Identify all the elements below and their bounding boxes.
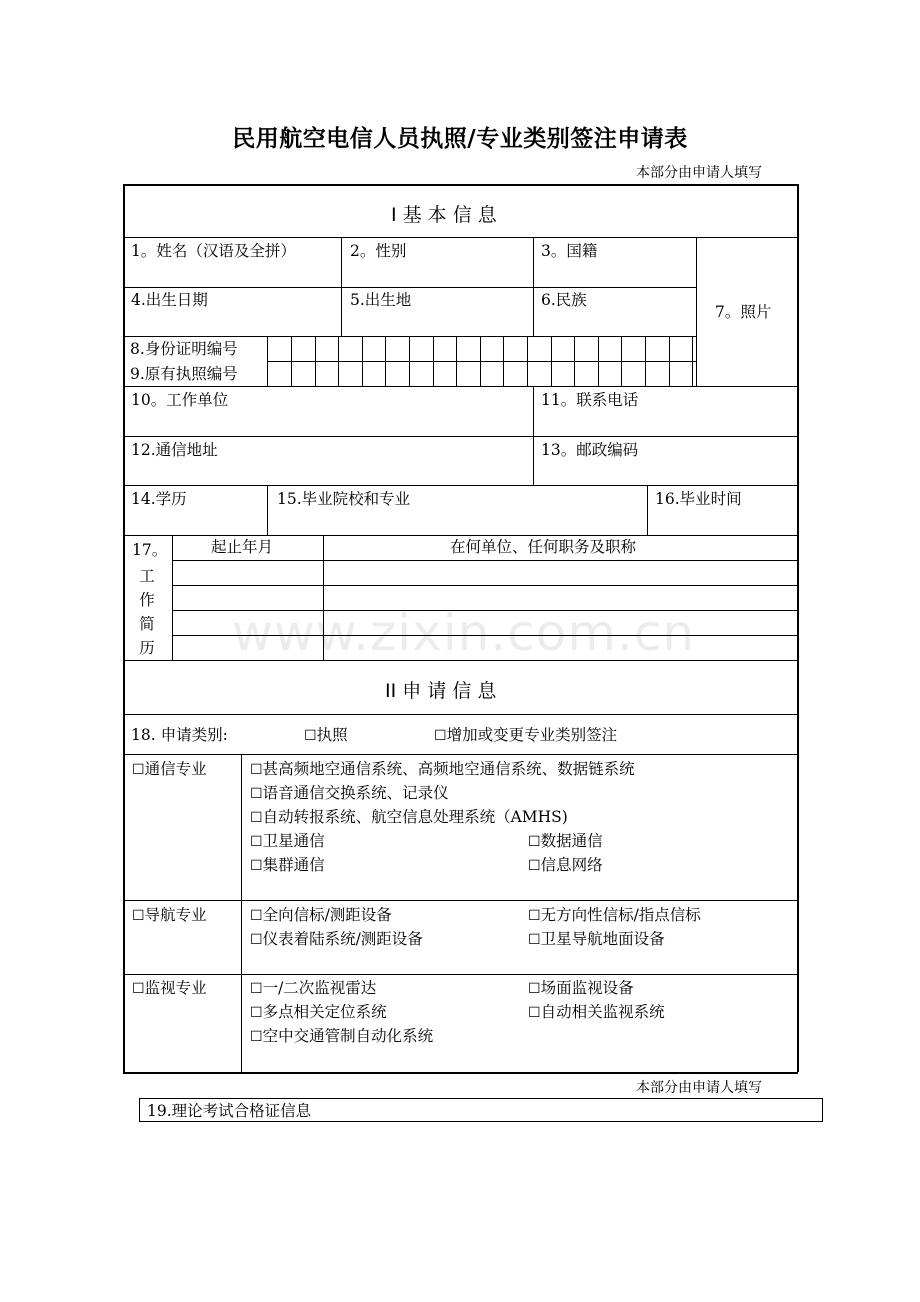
option-comm-item[interactable]: ☐自动转报系统、航空信息处理系统（AMHS) <box>250 808 568 826</box>
option-surv-item[interactable]: ☐场面监视设备 <box>528 979 634 997</box>
grid-line <box>123 714 797 715</box>
field-employer-label: 10。工作单位 <box>131 391 229 409</box>
grid-line <box>669 336 670 386</box>
grid-line <box>172 535 173 660</box>
grid-line <box>647 485 648 535</box>
checkbox-icon[interactable]: ☐ <box>250 858 263 874</box>
checkbox-icon[interactable]: ☐ <box>132 908 145 924</box>
checkbox-icon[interactable]: ☐ <box>250 834 263 850</box>
resume-char: 作 <box>139 591 155 609</box>
grid-line <box>123 900 797 901</box>
grid-line <box>533 237 534 336</box>
option-surv-item[interactable]: ☐多点相关定位系统 <box>250 1003 387 1021</box>
option-surv-item[interactable]: ☐空中交通管制自动化系统 <box>250 1027 434 1045</box>
checkbox-icon[interactable]: ☐ <box>528 858 541 874</box>
option-comm-item[interactable]: ☐集群通信 <box>250 856 325 874</box>
checkbox-icon[interactable]: ☐ <box>250 981 263 997</box>
field-phone-label: 11。联系电话 <box>541 391 639 409</box>
resume-char: 简 <box>139 615 155 633</box>
grid-line <box>503 336 504 386</box>
checkbox-icon[interactable]: ☐ <box>434 728 447 744</box>
field-category-label: 18. 申请类别: <box>131 726 228 744</box>
option-nav-specialty[interactable]: ☐导航专业 <box>132 906 207 924</box>
form-title: 民用航空电信人员执照/专业类别签注申请表 <box>232 126 688 152</box>
field-id-number-label: 8.身份证明编号 <box>130 340 238 358</box>
option-surv-item[interactable]: ☐自动相关监视系统 <box>528 1003 665 1021</box>
grid-line <box>123 436 797 437</box>
section-basic-info-header: I 基 本 信 息 <box>391 204 497 226</box>
grid-line <box>797 184 799 1072</box>
field-photo-label: 7。照片 <box>715 303 772 321</box>
checkbox-icon[interactable]: ☐ <box>250 1005 263 1021</box>
option-comm-item[interactable]: ☐信息网络 <box>528 856 603 874</box>
grid-line <box>123 485 797 486</box>
grid-line <box>696 237 697 386</box>
field-gender-label: 2。性别 <box>350 242 407 260</box>
resume-col-position: 在何单位、任何职务及职称 <box>450 538 637 556</box>
grid-line <box>456 336 457 386</box>
option-license[interactable]: ☐执照 <box>304 726 348 744</box>
field-birth-date-label: 4.出生日期 <box>131 291 208 309</box>
field-original-license-label: 9.原有执照编号 <box>130 365 238 383</box>
option-nav-item[interactable]: ☐无方向性信标/指点信标 <box>528 906 701 924</box>
grid-line <box>551 336 552 386</box>
option-surv-specialty[interactable]: ☐监视专业 <box>132 979 207 997</box>
grid-line <box>480 336 481 386</box>
grid-line <box>362 336 363 386</box>
grid-line <box>123 184 125 1072</box>
field-birth-place-label: 5.出生地 <box>350 291 412 309</box>
checkbox-icon[interactable]: ☐ <box>304 728 317 744</box>
note-applicant-bottom: 本部分由申请人填写 <box>636 1080 762 1096</box>
option-comm-item[interactable]: ☐卫星通信 <box>250 832 325 850</box>
grid-line <box>291 336 292 386</box>
field-school-label: 15.毕业院校和专业 <box>277 490 411 508</box>
field-address-label: 12.通信地址 <box>131 441 218 459</box>
grid-line <box>433 336 434 386</box>
option-comm-item[interactable]: ☐数据通信 <box>528 832 603 850</box>
checkbox-icon[interactable]: ☐ <box>250 932 263 948</box>
option-nav-item[interactable]: ☐卫星导航地面设备 <box>528 930 665 948</box>
checkbox-icon[interactable]: ☐ <box>250 908 263 924</box>
option-nav-item[interactable]: ☐仪表着陆系统/测距设备 <box>250 930 423 948</box>
checkbox-icon[interactable]: ☐ <box>132 981 145 997</box>
field-resume-label: 17。 <box>132 541 168 559</box>
grid-line <box>338 336 339 386</box>
grid-line <box>123 535 797 536</box>
grid-line <box>533 386 534 485</box>
checkbox-icon[interactable]: ☐ <box>250 1029 263 1045</box>
grid-line <box>172 560 797 561</box>
grid-line <box>267 336 268 386</box>
resume-col-period: 起止年月 <box>211 538 274 556</box>
field-ethnicity-label: 6.民族 <box>541 291 587 309</box>
checkbox-icon[interactable]: ☐ <box>528 981 541 997</box>
section-application-info-header: II 申 请 信 息 <box>385 680 497 702</box>
checkbox-icon[interactable]: ☐ <box>250 786 263 802</box>
option-comm-specialty[interactable]: ☐通信专业 <box>132 760 207 778</box>
field-cert-info-label: 19.理论考试合格证信息 <box>147 1102 312 1120</box>
checkbox-icon[interactable]: ☐ <box>250 762 263 778</box>
grid-line <box>267 361 696 362</box>
grid-line <box>598 336 599 386</box>
grid-line <box>409 336 410 386</box>
field-postcode-label: 13。邮政编码 <box>541 441 639 459</box>
grid-line <box>341 237 342 336</box>
checkbox-icon[interactable]: ☐ <box>528 1005 541 1021</box>
resume-char: 历 <box>139 639 155 657</box>
grid-line <box>385 336 386 386</box>
checkbox-icon[interactable]: ☐ <box>250 810 263 826</box>
grid-line <box>172 585 797 586</box>
field-education-label: 14.学历 <box>131 490 187 508</box>
note-applicant-top: 本部分由申请人填写 <box>636 165 762 181</box>
field-name-label: 1。姓名（汉语及全拼） <box>131 242 296 260</box>
option-add-change-endorsement[interactable]: ☐增加或变更专业类别签注 <box>434 726 618 744</box>
field-nationality-label: 3。国籍 <box>541 242 598 260</box>
option-nav-item[interactable]: ☐全向信标/测距设备 <box>250 906 392 924</box>
checkbox-icon[interactable]: ☐ <box>132 762 145 778</box>
option-surv-item[interactable]: ☐一/二次监视雷达 <box>250 979 377 997</box>
grid-line <box>241 754 242 1072</box>
resume-char: 工 <box>139 567 155 585</box>
grid-line <box>621 336 622 386</box>
checkbox-icon[interactable]: ☐ <box>528 932 541 948</box>
grid-line <box>123 287 696 288</box>
checkbox-icon[interactable]: ☐ <box>528 908 541 924</box>
grid-line <box>574 336 575 386</box>
grid-line <box>123 974 797 975</box>
grid-line <box>123 1072 798 1074</box>
watermark: www.zixin.com.cn <box>232 604 696 662</box>
resume-vertical-label <box>137 564 157 660</box>
option-comm-item[interactable]: ☐甚高频地空通信系统、高频地空通信系统、数据链系统 <box>250 760 635 778</box>
field-graduation-time-label: 16.毕业时间 <box>655 490 742 508</box>
grid-line <box>123 386 797 387</box>
grid-line <box>527 336 528 386</box>
grid-line <box>123 754 797 755</box>
grid-line <box>315 336 316 386</box>
grid-line <box>267 485 268 535</box>
grid-line <box>645 336 646 386</box>
grid-line <box>123 184 798 186</box>
option-comm-item[interactable]: ☐语音通信交换系统、记录仪 <box>250 784 449 802</box>
grid-line <box>692 336 693 386</box>
checkbox-icon[interactable]: ☐ <box>528 834 541 850</box>
